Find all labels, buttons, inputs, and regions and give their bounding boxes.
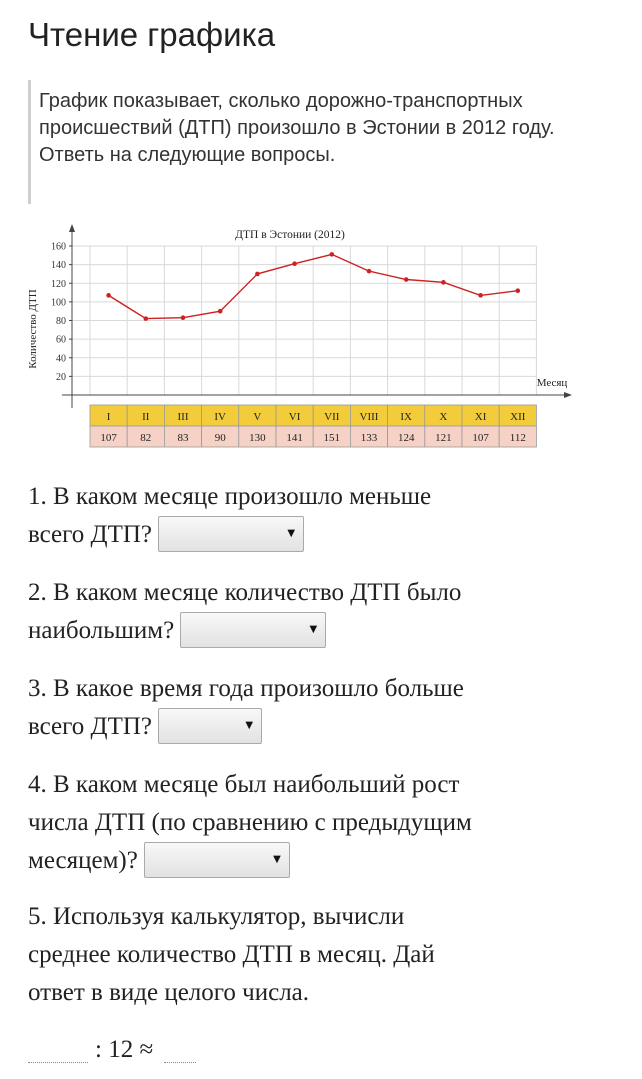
question-text: ответ в виде целого числа. <box>28 979 310 1006</box>
data-point <box>441 280 446 285</box>
y-tick-label: 40 <box>56 353 66 365</box>
answer-2-dropdown[interactable] <box>180 612 326 648</box>
question-5 <box>28 898 598 1012</box>
question-number: 5. <box>28 903 47 930</box>
month-label: IX <box>400 411 413 423</box>
average-input[interactable] <box>164 1062 196 1063</box>
y-tick-label: 80 <box>56 316 66 327</box>
question-number: 4. <box>28 771 47 798</box>
value-label: 107 <box>100 432 117 444</box>
y-tick-label: 60 <box>56 334 66 346</box>
accidents-chart <box>22 218 582 463</box>
question-text: числа ДТП (по сравнению с предыдущим <box>28 809 472 836</box>
question-text: всего ДТП? <box>28 713 153 740</box>
month-label: II <box>142 411 150 423</box>
question-text: В каком месяце был наибольший рост <box>53 771 460 798</box>
value-label: 90 <box>214 432 226 444</box>
value-label: 133 <box>360 432 378 444</box>
question-1 <box>28 478 598 554</box>
month-label: VIII <box>359 411 379 423</box>
month-label: XII <box>510 411 526 423</box>
value-label: 141 <box>286 432 303 444</box>
sum-input[interactable] <box>28 1062 88 1063</box>
answer-1-dropdown[interactable] <box>158 516 304 552</box>
y-tick-label: 140 <box>51 260 66 272</box>
data-point <box>404 277 409 282</box>
question-number: 1. <box>28 483 47 510</box>
chart-svg <box>22 218 582 463</box>
answer-4-dropdown[interactable] <box>144 842 290 878</box>
data-point <box>218 309 223 314</box>
value-label: 151 <box>323 432 341 444</box>
month-label: III <box>177 411 189 423</box>
y-axis-arrow <box>69 224 75 232</box>
formula-divider: : 12 ≈ <box>95 1036 154 1063</box>
question-text: В каком месяце количество ДТП было <box>53 579 462 606</box>
month-label: VI <box>288 411 301 423</box>
data-point <box>367 269 372 274</box>
question-text: месяцем)? <box>28 847 138 874</box>
chevron-down-icon: ▼ <box>245 720 254 732</box>
data-point <box>330 252 335 257</box>
value-label: 124 <box>397 432 415 444</box>
value-label: 83 <box>177 432 189 444</box>
value-label: 121 <box>435 432 452 444</box>
chart-title: ДТП в Эстонии (2012) <box>235 229 345 241</box>
data-point <box>478 293 483 298</box>
y-tick-label: 160 <box>51 241 66 253</box>
y-tick-label: 100 <box>51 297 66 309</box>
month-label: I <box>106 411 111 423</box>
y-tick-label: 120 <box>51 278 66 290</box>
question-2 <box>28 574 598 650</box>
intro-instruction: Ответь на следующие вопросы. <box>39 144 336 166</box>
data-point <box>255 272 260 277</box>
value-label: 112 <box>509 432 526 444</box>
data-point <box>144 316 149 321</box>
y-tick-label: 20 <box>56 371 66 383</box>
data-point <box>181 315 186 320</box>
x-axis-label: Месяц <box>536 377 568 389</box>
data-point <box>106 293 111 298</box>
chevron-down-icon: ▼ <box>309 624 318 636</box>
month-label: VII <box>324 411 340 423</box>
question-text: среднее количество ДТП в месяц. Дай <box>28 941 435 968</box>
intro-text: График показывает, сколько дорожно-транспортных происшествий (ДТП) произошло в Эстонии в 2012 году. <box>39 90 555 139</box>
question-3 <box>28 670 598 746</box>
chevron-down-icon: ▼ <box>287 528 296 540</box>
question-number: 2. <box>28 579 47 606</box>
question-number: 3. <box>28 675 47 702</box>
x-axis-arrow <box>564 392 572 398</box>
data-point <box>292 261 297 266</box>
y-axis-label: Количество ДТП <box>27 289 39 369</box>
value-label: 107 <box>472 432 489 444</box>
question-text: В какое время года произошло больше <box>53 675 464 702</box>
month-label: IV <box>214 411 227 423</box>
value-label: 130 <box>249 432 266 444</box>
intro-block <box>28 80 588 204</box>
data-point <box>516 288 521 293</box>
question-text: наибольшим? <box>28 617 175 644</box>
month-label: XI <box>474 411 487 423</box>
month-label: X <box>439 411 448 423</box>
page-title: Чтение графика <box>28 16 276 53</box>
question-text: В каком месяце произошло меньше <box>53 483 432 510</box>
chevron-down-icon: ▼ <box>273 854 281 866</box>
question-text: всего ДТП? <box>28 521 153 548</box>
value-label: 82 <box>140 432 152 444</box>
question-4 <box>28 766 598 880</box>
answer-3-dropdown[interactable] <box>158 708 262 744</box>
month-label: V <box>253 411 262 423</box>
question-text: Используя калькулятор, вычисли <box>53 903 405 930</box>
